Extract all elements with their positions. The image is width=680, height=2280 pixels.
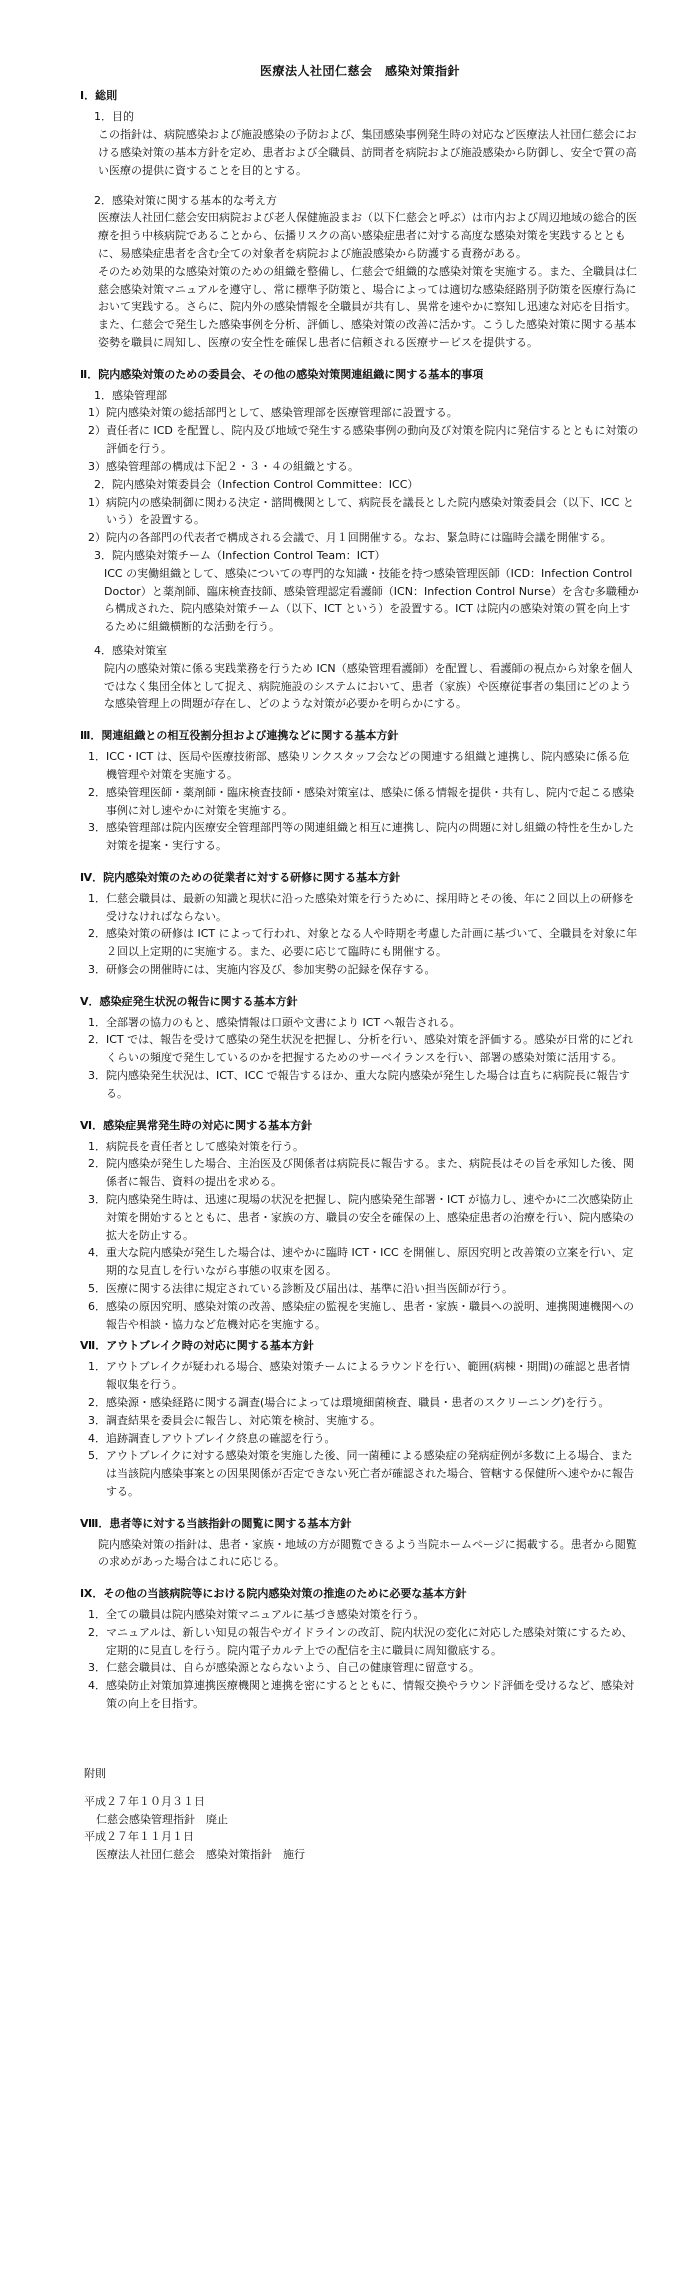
section-paragraph: 1．仁慈会職員は、最新の知識と現状に沿った感染対策を行うために、採用時とその後、年に２回以上の研修を受けなければならない。 xyxy=(88,891,634,923)
supplementary-lines xyxy=(84,1793,640,1864)
section-paragraph: 医療法人社団仁慈会安田病院および老人保健施設まお（以下仁慈会と呼ぶ）は市内および周辺地域の総合的医療を担う中核病院であることから、伝播リスクの高い感染症患者に対する高度な感染対策を実践するとともに、易感染症患者を含む全ての対象者を病院および施設感染から防護する責務がある。 xyxy=(98,211,637,260)
section-paragraph: 3．研修会の開催時には、実施内容及び、参加実勢の記録を保存する。 xyxy=(88,963,436,976)
section-paragraph: 5．アウトブレイクに対する感染対策を実施した後、同一菌種による感染症の発病症例が多数に上る場合、または当該院内感染事案との因果関係が否定できない死亡者が確認された場合、管轄する保健所へ速やかに報告する。 xyxy=(88,1449,634,1498)
section-paragraph: 2．ICT では、報告を受けて感染の発生状況を把握し、分析を行い、感染対策を評価する。感染が日常的にどれくらいの頻度で発生しているのかを把握するためのサーベイランスを行い、部署の感染対策に活用する。 xyxy=(88,1033,634,1065)
chapter-section xyxy=(80,1337,640,1500)
chapter-section xyxy=(80,1117,640,1334)
section-paragraph: 1．ICC・ICT は、医局や医療技術部、感染リンクスタッフ会などの関連する組織と連携し、院内感染に係る危機管理や対策を実施する。 xyxy=(88,750,630,781)
chapter-heading: Ⅲ．関連組織との相互役割分担および連携などに関する基本方針 xyxy=(80,729,399,743)
provision-note: 医療法人社団仁慈会 感染対策指針 施行 xyxy=(96,1848,305,1862)
section-paragraph: 1．全ての職員は院内感染対策マニュアルに基づき感染対策を行う。 xyxy=(88,1608,425,1621)
chapter-heading: Ⅳ．院内感染対策のための従業者に対する研修に関する基本方針 xyxy=(80,870,401,884)
section-paragraph: 院内の感染対策に係る実践業務を行うため ICN（感染管理看護師）を配置し、看護師の視点から対象を個人ではなく集団全体として捉え、病院施設のシステムにおいて、患者（家族）や医療従事者の集団にどのような感染管理上の問題が存在し、どのような対策が必要かを明らかにする。 xyxy=(104,661,633,711)
section-paragraph: 1．アウトブレイクが疑われる場合、感染対策チームによるラウンドを行い、範囲(病棟・期間)の確認と患者情報収集を行う。 xyxy=(88,1360,631,1392)
section-paragraph: 2）責任者に ICD を配置し、院内及び地域で発生する感染事例の動向及び対策を院内に発信するとともに対策の評価を行う。 xyxy=(88,424,639,456)
section-item-heading: 1．感染管理部 xyxy=(94,388,167,402)
document-title: 医療法人社団仁慈会 感染対策指針 xyxy=(259,64,460,78)
section-paragraph: そのため効果的な感染対策のための組織を整備し、仁慈会で組織的な感染対策を実施する。また、全職員は仁慈会感染対策マニュアルを遵守し、常に標準予防策と、場合によっては適切な感染経路別予防策を医療行為において実践する。さらに、院内外の感染情報を全職員が共有し、異常を速やかに察知し迅速な対応を目指す。また、仁慈会で発生した感染事例を分析、評価し、感染対策の改善に活かす。こうした感染対策に関する基本姿勢を職員に周知し、医療の安全性を確保し患者に信頼される医療サービスを提供する。 xyxy=(98,264,637,349)
section-paragraph: 6．感染の原因究明、感染対策の改善、感染症の監視を実施し、患者・家族・職員への説明、連携関連機関への報告や相談・協力など危機対応を実施する。 xyxy=(88,1299,634,1331)
section-paragraph: 1）病院内の感染制御に関わる決定・諮問機関として、病院長を議長とした院内感染対策委員会（以下、ICC という）を設置する。 xyxy=(88,495,634,527)
section-paragraph: 4．追跡調査しアウトブレイク終息の確認を行う。 xyxy=(88,1431,336,1445)
provision-date: 平成２７年１１月１日 xyxy=(84,1830,194,1844)
chapter-section xyxy=(80,1585,640,1713)
section-paragraph: 2）院内の各部門の代表者で構成される会議で、月１回開催する。なお、緊急時には臨時会議を開催する。 xyxy=(88,531,612,545)
section-paragraph: 2．マニュアルは、新しい知見の報告やガイドラインの改訂、院内状況の変化に対応した感染対策にするため、定期的に見直しを行う。院内電子カルテ上での配信を主に職員に周知徹底する。 xyxy=(88,1625,633,1657)
section-paragraph: 3．調査結果を委員会に報告し、対応策を検討、実施する。 xyxy=(88,1413,381,1427)
chapter-section xyxy=(80,87,640,351)
section-item-heading: 2．感染対策に関する基本的な考え方 xyxy=(94,193,277,207)
section-paragraph: 2．院内感染が発生した場合、主治医及び関係者は病院長に報告する。また、病院長はその旨を承知した後、関係者に報告、資料の提出を求める。 xyxy=(88,1157,634,1189)
section-paragraph: 1）院内感染対策の総括部門として、感染管理部を医療管理部に設置する。 xyxy=(88,406,458,420)
section-paragraph: 4．感染防止対策加算連携医療機関と連携を密にするとともに、情報交換やラウンド評価を受けるなど、感染対策の向上を目指す。 xyxy=(88,1679,634,1711)
section-paragraph: 3．院内感染発生時は、迅速に現場の状況を把握し、院内感染発生部署・ICT が協力し、速やかに二次感染防止対策を開始するとともに、患者・家族の方、職員の安全を確保の上、感染症患者の治療を行い、院内感染の拡大を防止する。 xyxy=(88,1192,634,1242)
section-item-heading: 1．目的 xyxy=(94,110,134,124)
provision-note: 仁慈会感染管理指針 廃止 xyxy=(96,1812,228,1826)
section-paragraph: 2．感染対策の研修は ICT によって行われ、対象となる人や時期を考慮した計画に基づいて、全職員を対象に年２回以上定期的に実施する。また、必要に応じて臨時にも開催する。 xyxy=(88,927,638,959)
chapter-section xyxy=(80,1515,640,1571)
section-item-heading: 4．感染対策室 xyxy=(94,644,167,657)
section-paragraph: ICC の実働組織として、感染についての専門的な知識・技能を持つ感染管理医師（ICD：Infection Control Doctor）と薬剤師、臨床検査技師、感染管理認定看護師（ICN：Infection Control Nurse）を含む多職種から構成された、院内感染対策チーム（以下、ICT という）を設置する。ICT は院内の感染対策の質を向上するために組織横断的な活動を行う。 xyxy=(104,566,639,634)
section-paragraph: 院内感染対策の指針は、患者・家族・地域の方が閲覧できるよう当院ホームページに掲載する。患者から閲覧の求めがあった場合はこれに応じる。 xyxy=(98,1537,637,1569)
chapter-section xyxy=(80,727,640,855)
chapter-heading: Ⅵ．感染症異常発生時の対応に関する基本方針 xyxy=(80,1118,313,1132)
section-item-heading: 3．院内感染対策チーム（Infection Control Team：ICT） xyxy=(94,548,386,562)
section-paragraph: 3．院内感染発生状況は、ICT、ICC で報告するほか、重大な院内感染が発生した場合は直ちに病院長に報告する。 xyxy=(88,1069,630,1100)
chapter-section xyxy=(80,366,640,713)
chapters-container xyxy=(80,87,640,1712)
section-paragraph: 2．感染管理医師・薬剤師・臨床検査技師・感染対策室は、感染に係る情報を提供・共有し、院内で起こる感染事例に対し速やかに対策を実施する。 xyxy=(88,785,634,817)
supplementary-provisions xyxy=(80,1765,640,1864)
supplementary-label: 附則 xyxy=(84,1766,106,1780)
chapter-heading: Ⅰ．総則 xyxy=(80,89,118,103)
section-paragraph: 3．仁慈会職員は、自らが感染源とならないよう、自己の健康管理に留意する。 xyxy=(88,1661,480,1675)
chapter-heading: Ⅸ．その他の当該病院等における院内感染対策の推進のために必要な基本方針 xyxy=(80,1587,467,1601)
chapter-section xyxy=(80,869,640,979)
chapter-heading: Ⅱ．院内感染対策のための委員会、その他の感染対策関連組織に関する基本的事項 xyxy=(80,367,484,381)
section-paragraph: この指針は、病院感染および施設感染の予防および、集団感染事例発生時の対応など医療法人社団仁慈会における感染対策の基本方針を定め、患者および全職員、訪問者を病院および施設感染から防御し、安全で質の高い医療の提供に資することを目的とする。 xyxy=(98,128,637,177)
section-paragraph: 4．重大な院内感染が発生した場合は、速やかに臨時 ICT・ICC を開催し、原因究明と改善策の立案を行い、定期的な見直しを行いながら事態の収束を図る。 xyxy=(88,1246,634,1278)
chapter-section xyxy=(80,993,640,1103)
section-paragraph: 3）感染管理部の構成は下記２・３・４の組織とする。 xyxy=(88,459,359,473)
chapter-heading: Ⅷ．患者等に対する当該指針の閲覧に関する基本方針 xyxy=(80,1516,352,1530)
section-item-heading: 2．院内感染対策委員会（Infection Control Committee：ICC） xyxy=(94,477,419,491)
section-paragraph: 1．全部署の協力のもと、感染情報は口頭や文書により ICT へ報告される。 xyxy=(88,1015,461,1029)
section-paragraph: 1．病院長を責任者として感染対策を行う。 xyxy=(88,1139,304,1153)
spacer xyxy=(80,180,640,192)
section-paragraph: 2．感染源・感染経路に関する調査(場合によっては環境細菌検査、職員・患者のスクリーニング)を行う。 xyxy=(88,1395,610,1409)
section-paragraph: 3．感染管理部は院内医療安全管理部門等の関連組織と相互に連携し、院内の問題に対し組織の特性を生かした対策を提案・実行する。 xyxy=(88,821,634,853)
provision-date: 平成２７年１０月３１日 xyxy=(84,1794,205,1808)
chapter-heading: Ⅴ．感染症発生状況の報告に関する基本方針 xyxy=(80,994,298,1008)
section-paragraph: 5．医療に関する法律に規定されている診断及び届出は、基準に沿い担当医師が行う。 xyxy=(88,1282,513,1295)
chapter-heading: Ⅶ．アウトブレイク時の対応に関する基本方針 xyxy=(80,1339,314,1353)
